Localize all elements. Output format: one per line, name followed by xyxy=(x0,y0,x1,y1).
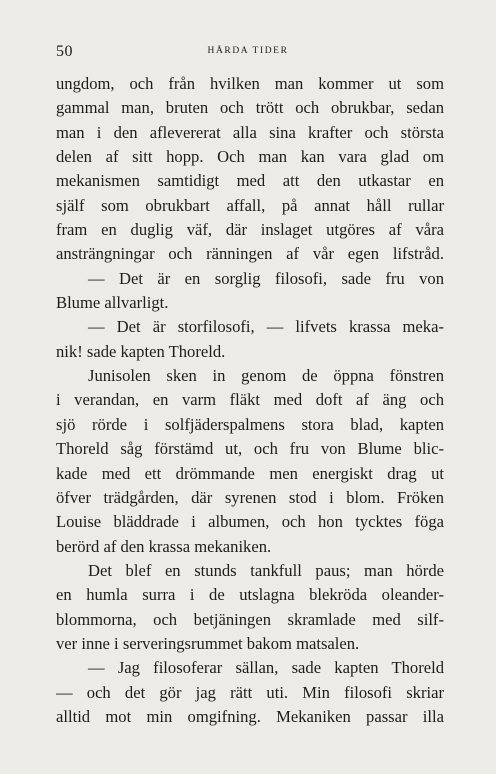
text-line: gammal man, bruten och trött och obrukbar, sedan xyxy=(56,98,444,118)
text-line: en humla surra i de utslagna blekröda oleander- xyxy=(56,585,444,605)
text-line: berörd af den krassa mekaniken. xyxy=(56,536,272,556)
text-line: delen af sitt hopp. Och man kan vara glad om xyxy=(56,147,444,167)
text-line: kade med ett drömmande men energiskt drag ut xyxy=(56,463,444,483)
text-line: fram en duglig väf, där inslaget utgöres af våra xyxy=(56,220,444,240)
text-line: i verandan, en varm fläkt med doft af äng och xyxy=(56,390,444,410)
text-line: Thoreld såg förstämd ut, och fru von Blume blic- xyxy=(56,439,444,459)
text-line: ver inne i serveringsrummet bakom matsalen. xyxy=(56,633,360,653)
page-body xyxy=(56,72,444,729)
running-head: HÅRDA TIDER xyxy=(207,46,289,56)
text-line: — Det är storfilosofi, — lifvets krassa meka- xyxy=(88,317,444,337)
text-line: mekanismen samtidigt med att den utkastar en xyxy=(56,171,444,191)
text-line: ansträngningar och ränningen af vår egen lifstråd. xyxy=(56,244,444,264)
text-line: man i den aflevererat alla sina krafter och största xyxy=(56,122,444,142)
text-line: ungdom, och från hvilken man kommer ut som xyxy=(56,74,444,93)
text-line: Louise bläddrade i albumen, och hon tycktes föga xyxy=(56,512,444,532)
text-line: alltid mot min omgifning. Mekaniken passar illa xyxy=(56,706,444,726)
text-line: nik! sade kapten Thoreld. xyxy=(56,341,226,361)
text-line: Junisolen sken in genom de öppna fönstren xyxy=(88,366,444,386)
text-line: sjö rörde i solfjäderspalmens stora blad, kapten xyxy=(56,414,444,434)
page-number: 50 xyxy=(56,43,73,60)
text-line: — och det gör jag rätt uti. Min filosofi skriar xyxy=(56,682,444,702)
text-line: öfver trädgården, där syrenen stod i blom. Fröken xyxy=(56,487,444,507)
text-line: — Jag filosoferar sällan, sade kapten Thoreld xyxy=(88,658,444,678)
text-line: blommorna, och betjäningen skramlade med silf- xyxy=(56,609,444,629)
text-line: Det blef en stunds tankfull paus; man hörde xyxy=(88,560,444,580)
text-line: — Det är en sorglig filosofi, sade fru von xyxy=(88,268,444,288)
text-line: Blume allvarligt. xyxy=(56,293,169,313)
text-line: själf som obrukbart affall, på annat håll rullar xyxy=(56,195,444,215)
